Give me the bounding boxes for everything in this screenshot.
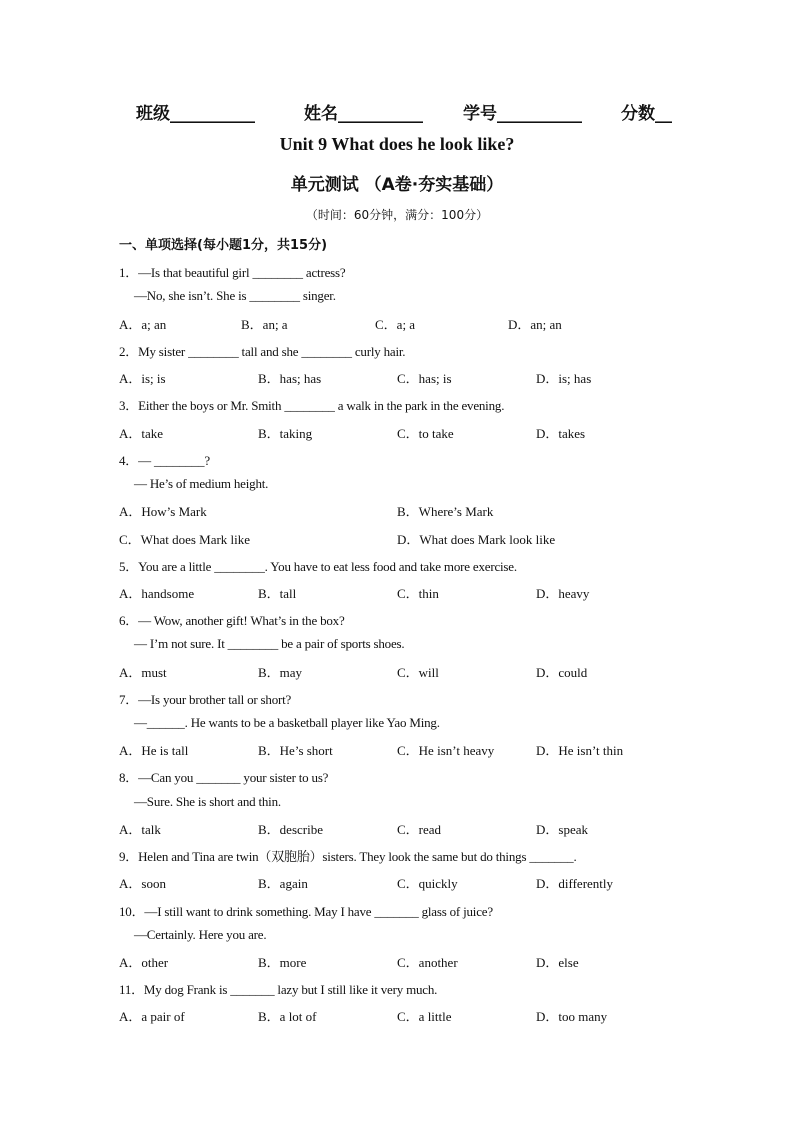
question-stem: 6．— Wow, another gift! What’s in the box? — [119, 613, 345, 628]
option-a: A．talk — [119, 822, 161, 837]
score-field: 分数__ — [621, 104, 672, 124]
option-c: C．will — [397, 665, 439, 680]
option-d: D．takes — [536, 426, 586, 441]
question-stem: 9．Helen and Tina are twin（双胞胎）sisters. They look the same but do things _______. — [119, 849, 577, 864]
option-c: C．a; a — [375, 317, 416, 332]
option-d: D．is; has — [536, 371, 592, 386]
option-c: C．What does Mark like — [119, 532, 251, 547]
option-a: A．handsome — [119, 586, 195, 601]
question-line: —______. He wants to be a basketball player like Yao Ming. — [134, 715, 440, 730]
question-stem: 3．Either the boys or Mr. Smith ________ a walk in the park in the evening. — [119, 398, 505, 413]
student-number-field: 学号__________ — [463, 104, 582, 124]
page-title: Unit 9 What does he look like? — [279, 134, 515, 154]
question-stem: 4．— ________? — [119, 453, 210, 468]
option-b: B．describe — [258, 822, 323, 837]
option-b: B．tall — [258, 586, 297, 601]
question-line: —No, she isn’t. She is ________ singer. — [134, 288, 336, 303]
option-b: B．a lot of — [258, 1009, 317, 1024]
option-a: A．soon — [119, 876, 166, 891]
option-c: C．another — [397, 955, 458, 970]
option-a: A．How’s Mark — [119, 504, 207, 519]
option-b: B．an; a — [241, 317, 288, 332]
question-stem: 2．My sister ________ tall and she ________ curly hair. — [119, 344, 406, 359]
option-d: D．else — [536, 955, 579, 970]
page-subtitle: 单元测试 （A卷·夯实基础） — [290, 175, 504, 195]
option-c: C．thin — [397, 586, 439, 601]
option-d: D．speak — [536, 822, 588, 837]
option-b: B．again — [258, 876, 308, 891]
option-b: B．He’s short — [258, 743, 333, 758]
question-line: —Sure. She is short and thin. — [134, 794, 281, 809]
option-c: C．quickly — [397, 876, 458, 891]
question-stem: 10．—I still want to drink something. May I have _______ glass of juice? — [119, 904, 493, 919]
option-b: B．has; has — [258, 371, 322, 386]
option-b: B．taking — [258, 426, 313, 441]
question-stem: 8．—Can you _______ your sister to us? — [119, 770, 329, 785]
option-d: D．could — [536, 665, 588, 680]
option-c: C．read — [397, 822, 442, 837]
option-a: A．must — [119, 665, 167, 680]
section-title: 一、单项选择(每小题1分，共15分) — [119, 238, 328, 253]
option-c: C．to take — [397, 426, 454, 441]
option-c: C．He isn’t heavy — [397, 743, 495, 758]
question-stem: 5．You are a little ________. You have to eat less food and take more exercise. — [119, 559, 517, 574]
option-b: B．may — [258, 665, 303, 680]
option-a: A．a pair of — [119, 1009, 185, 1024]
question-line: — He’s of medium height. — [134, 476, 269, 491]
question-line: —Certainly. Here you are. — [134, 927, 267, 942]
option-a: A．take — [119, 426, 164, 441]
question-stem: 7．—Is your brother tall or short? — [119, 692, 292, 707]
option-d: D．He isn’t thin — [536, 743, 624, 758]
option-a: A．other — [119, 955, 169, 970]
option-b: B．more — [258, 955, 307, 970]
option-c: C．has; is — [397, 371, 452, 386]
name-field: 姓名__________ — [304, 104, 423, 124]
option-d: D．heavy — [536, 586, 590, 601]
question-stem: 11．My dog Frank is _______ lazy but I still like it very much. — [119, 982, 438, 997]
question-stem: 1．—Is that beautiful girl ________ actress? — [119, 265, 346, 280]
option-a: A．is; is — [119, 371, 166, 386]
question-line: — I’m not sure. It ________ be a pair of sports shoes. — [134, 636, 405, 651]
option-c: C．a little — [397, 1009, 452, 1024]
option-d: D．too many — [536, 1009, 608, 1024]
time-info: （时间：60分钟，满分：100分） — [305, 208, 489, 222]
option-d: D．differently — [536, 876, 614, 891]
option-a: A．He is tall — [119, 743, 189, 758]
option-d: D．What does Mark look like — [397, 532, 556, 547]
option-a: A．a; an — [119, 317, 167, 332]
option-b: B．Where’s Mark — [397, 504, 494, 519]
option-d: D．an; an — [508, 317, 562, 332]
class-field: 班级__________ — [136, 104, 255, 124]
